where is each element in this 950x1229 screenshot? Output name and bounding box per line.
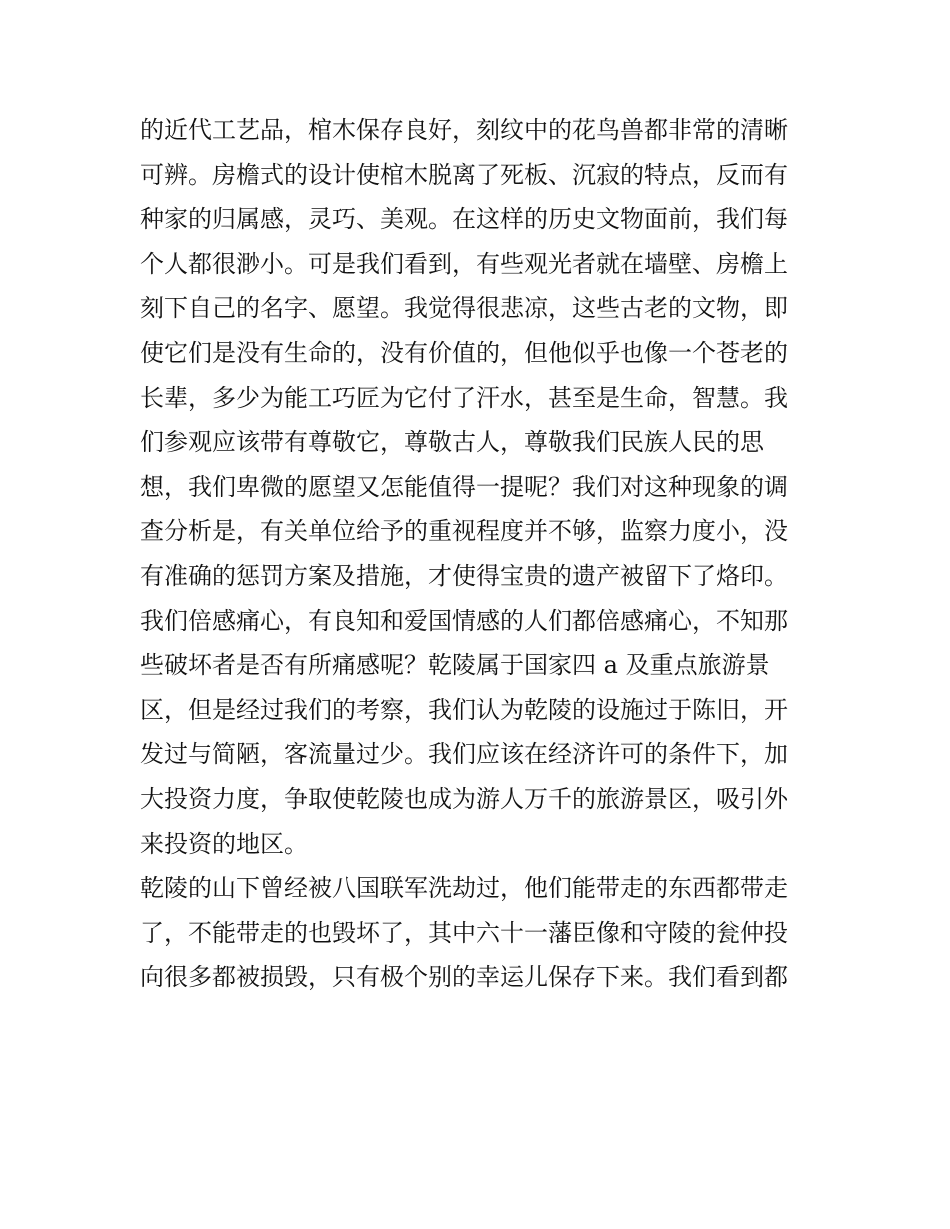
text-line: 们参观应该带有尊敬它，尊敬古人，尊敬我们民族人民的思 <box>140 428 764 457</box>
text-line: 查分析是，有关单位给予的重视程度并不够，监察力度小，没 <box>140 517 788 546</box>
body-text <box>140 108 820 1000</box>
text-line: 区，但是经过我们的考察，我们认为乾陵的设施过于陈旧，开 <box>140 695 788 724</box>
text-line: 大投资力度，争取使乾陵也成为游人万千的旅游景区，吸引外 <box>140 784 788 813</box>
text-line: 的近代工艺品，棺木保存良好，刻纹中的花鸟兽都非常的清晰 <box>140 116 788 144</box>
text-line: 个人都很渺小。可是我们看到，有些观光者就在墙壁、房檐上 <box>140 249 788 278</box>
text-line: 想，我们卑微的愿望又怎能值得一提呢？我们对这种现象的调 <box>140 472 788 501</box>
text-line: 可辨。房檐式的设计使棺木脱离了死板、沉寂的特点，反而有 <box>140 160 788 189</box>
text-line: 长辈，多少为能工巧匠为它付了汗水，甚至是生命，智慧。我 <box>140 383 788 412</box>
text-line: 向很多都被损毁，只有极个别的幸运儿保存下来。我们看到都 <box>140 963 788 992</box>
text-line: 乾陵的山下曾经被八国联军洗劫过，他们能带走的东西都带走 <box>140 874 788 903</box>
text-line: 刻下自己的名字、愿望。我觉得很悲凉，这些古老的文物，即 <box>140 294 788 323</box>
text-line: 发过与简陋，客流量过少。我们应该在经济许可的条件下，加 <box>140 740 788 769</box>
text-line: 了，不能带走的也毁坏了，其中六十一藩臣像和守陵的瓮仲投 <box>140 918 788 947</box>
text-line: 来投资的地区。 <box>140 829 308 858</box>
text-line: 有准确的惩罚方案及措施，才使得宝贵的遗产被留下了烙印。 <box>140 561 788 590</box>
text-line: 我们倍感痛心，有良知和爱国情感的人们都倍感痛心，不知那 <box>140 606 788 635</box>
text-line: 些破坏者是否有所痛感呢？乾陵属于国家四 a 及重点旅游景 <box>140 651 770 680</box>
text-line: 种家的归属感，灵巧、美观。在这样的历史文物面前，我们每 <box>140 205 788 234</box>
text-line: 使它们是没有生命的，没有价值的，但他似乎也像一个苍老的 <box>140 338 788 367</box>
